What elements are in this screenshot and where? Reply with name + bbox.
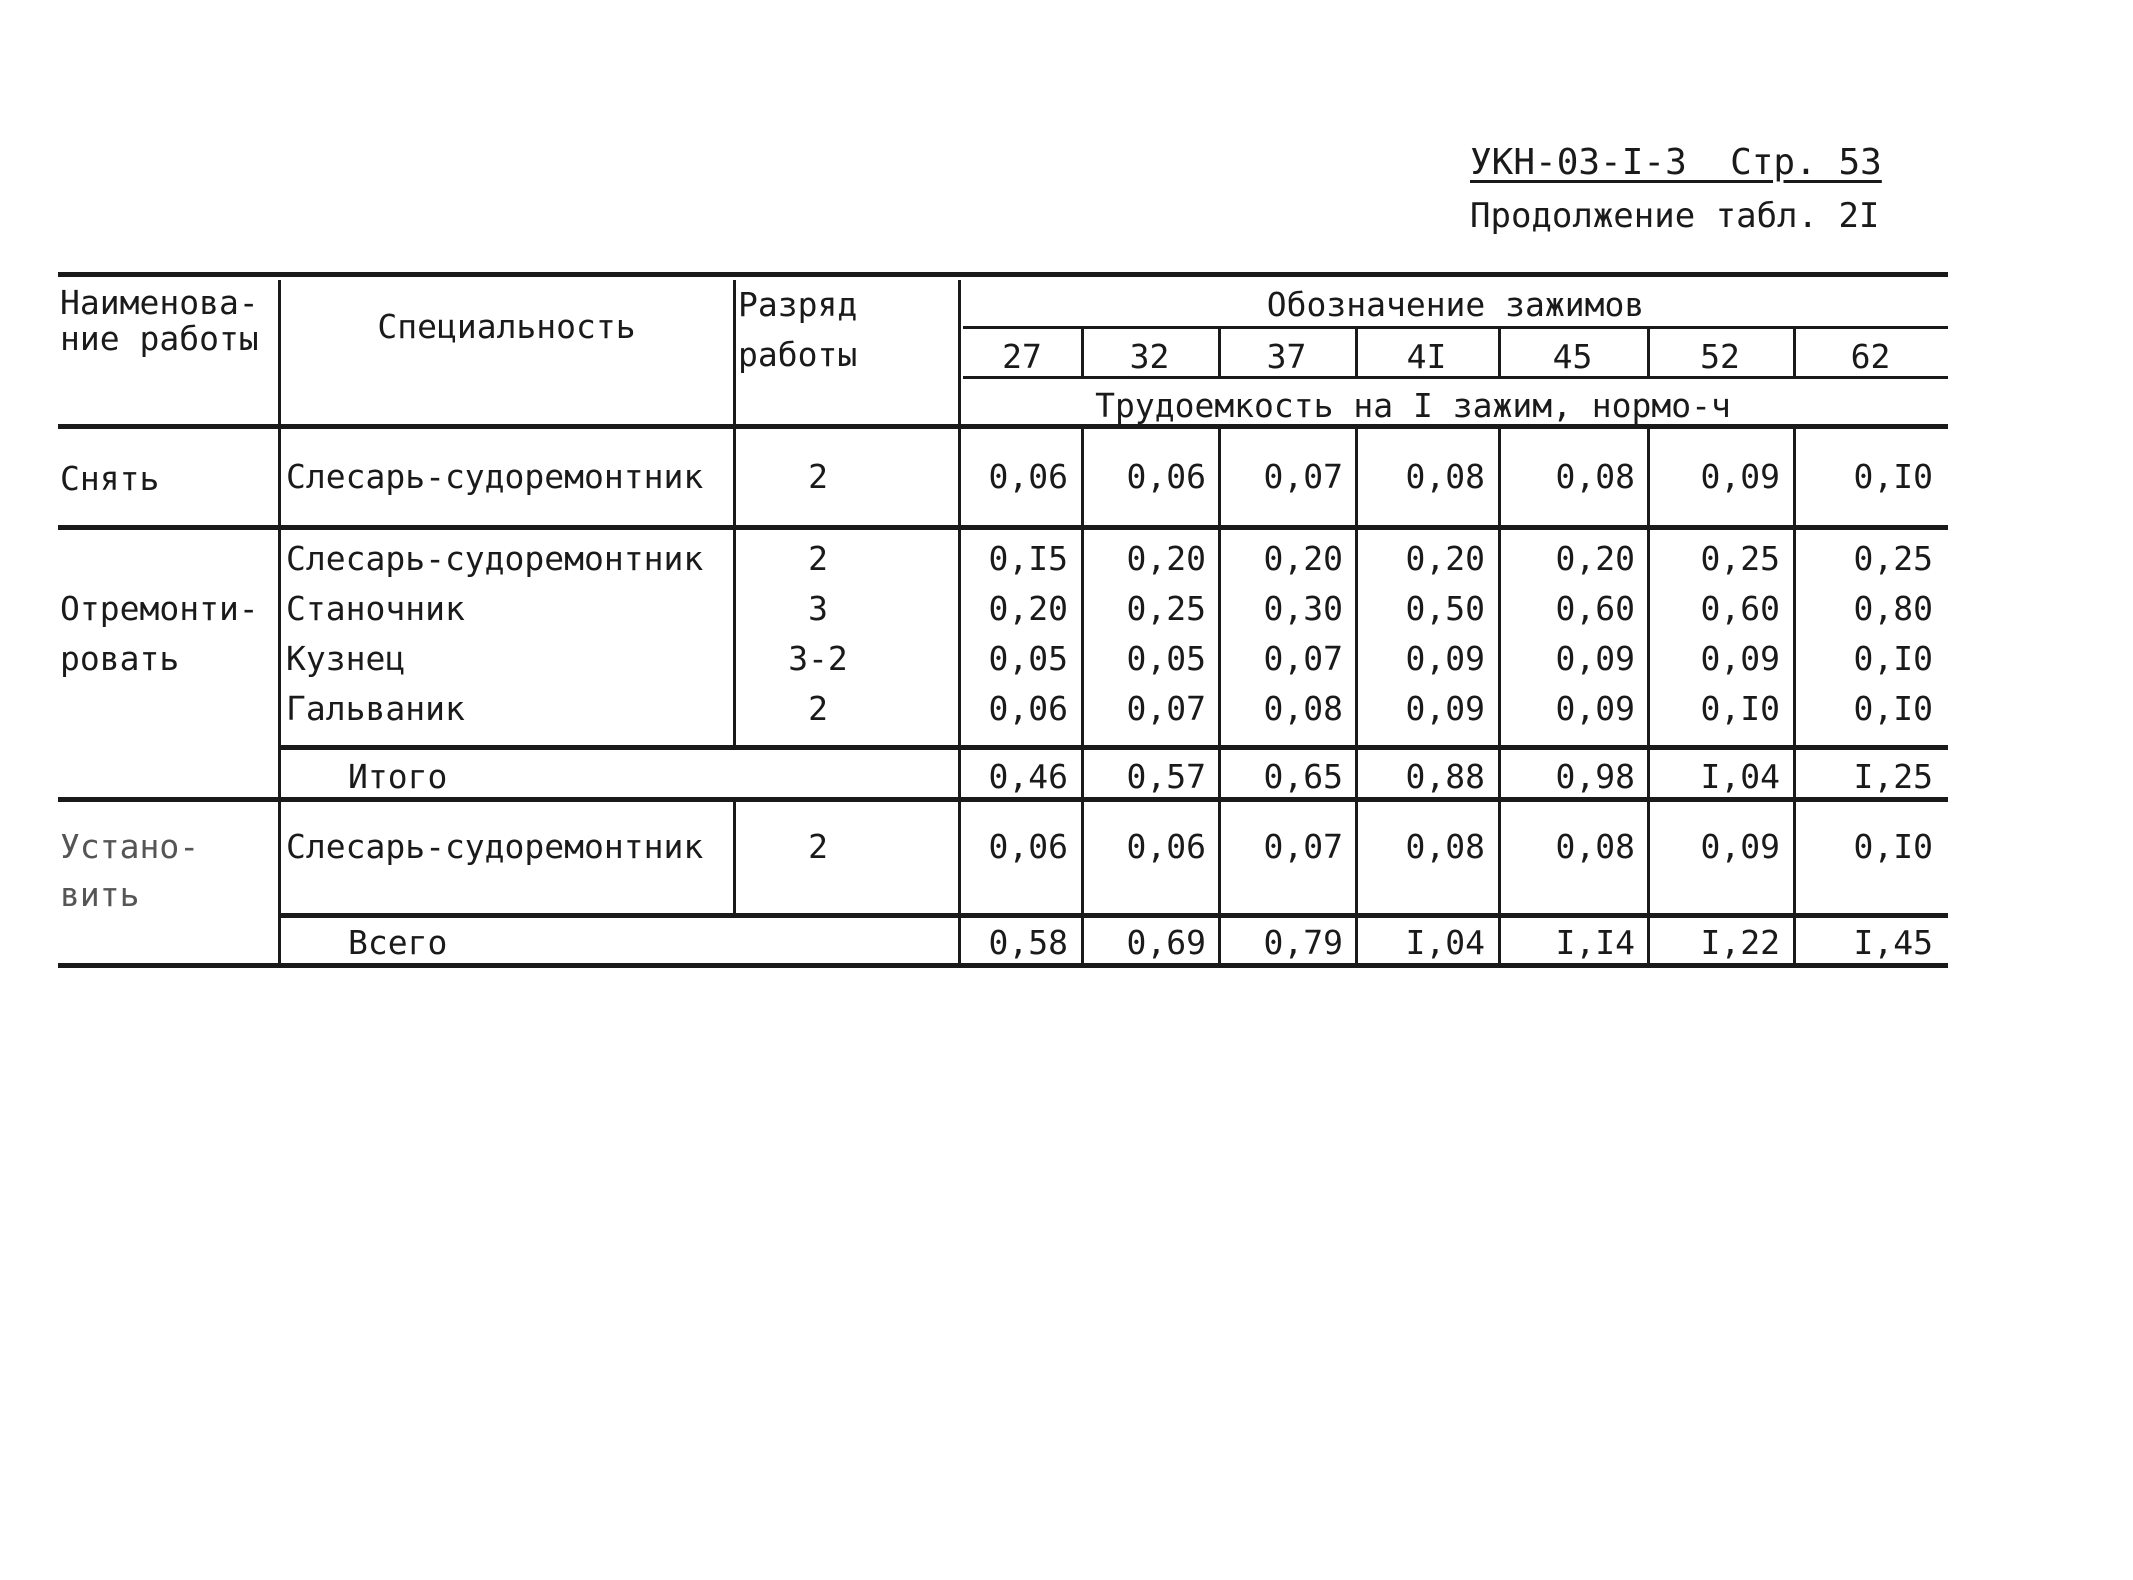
col-rule-specialty [733, 280, 736, 745]
value-cell: 0,25 [1700, 539, 1780, 578]
value-cell: 0,06 [988, 827, 1068, 866]
rule-bottom [58, 963, 1948, 968]
value-cell: 0,I0 [1853, 639, 1933, 678]
grade-cell: 2 [808, 539, 828, 578]
value-cell: 0,20 [1263, 539, 1343, 578]
subtotal-label: Итого [348, 757, 448, 796]
rule-above-total [278, 913, 1948, 918]
clamp-number-52: 52 [1700, 337, 1740, 376]
clamp-number-27: 27 [1002, 337, 1042, 376]
header-work-name-2: ние работы [60, 319, 259, 358]
value-cell: 0,80 [1853, 589, 1933, 628]
value-cell: 0,08 [1555, 827, 1635, 866]
col-rule-grade [958, 280, 961, 966]
value-cell: 0,I0 [1700, 689, 1780, 728]
total-value: I,04 [1405, 923, 1485, 962]
value-cell: 0,06 [988, 689, 1068, 728]
rule-under-subtotal [58, 797, 1948, 802]
header-labor-unit: Трудоемкость на I зажим, нормо-ч [1095, 386, 1731, 425]
clamp-number-37: 37 [1266, 337, 1307, 376]
subtotal-value: 0,65 [1263, 757, 1343, 796]
value-cell: 0,20 [1405, 539, 1485, 578]
rule-under-clamp-numbers [963, 376, 1948, 379]
value-cell: 0,I0 [1853, 457, 1933, 496]
total-value: 0,69 [1126, 923, 1206, 962]
value-cell: 0,60 [1700, 589, 1780, 628]
specialty-cell: Гальваник [286, 689, 465, 728]
header-grade-2: работы [738, 335, 858, 374]
total-value: I,22 [1700, 923, 1780, 962]
clamp-number-62: 62 [1850, 337, 1891, 376]
specialty-cell: Станочник [286, 589, 465, 628]
total-value: I,I4 [1555, 923, 1635, 962]
value-cell: 0,07 [1126, 689, 1206, 728]
specialty-cell: Слесарь-судоремонтник [286, 539, 704, 578]
value-cell: 0,06 [988, 457, 1068, 496]
grade-cell: 3-2 [788, 639, 848, 678]
rule-under-remove [58, 525, 1948, 530]
value-cell: 0,07 [1263, 457, 1343, 496]
total-label: Всего [348, 923, 448, 962]
rule-above-subtotal [278, 745, 1948, 750]
header-grade-1: Разряд [738, 285, 858, 324]
value-cell: 0,06 [1126, 827, 1206, 866]
value-cell: 0,05 [988, 639, 1068, 678]
work-install-1: Устано- [60, 827, 200, 866]
value-cell: 0,08 [1405, 827, 1485, 866]
value-cell: 0,20 [1555, 539, 1635, 578]
value-cell: 0,I0 [1853, 689, 1933, 728]
page-header [1470, 140, 1890, 238]
total-value: I,45 [1853, 923, 1933, 962]
table-continuation: Продолжение табл. 2I [1470, 196, 1880, 236]
specialty-cell: Кузнец [286, 639, 406, 678]
value-cell: 0,25 [1126, 589, 1206, 628]
work-repair-2: ровать [60, 639, 180, 678]
value-cell: 0,08 [1555, 457, 1635, 496]
value-cell: 0,07 [1263, 639, 1343, 678]
document-code: УКН-03-I-3 Стр. 53 [1470, 142, 1882, 183]
grade-cell: 2 [808, 827, 828, 866]
value-cell: 0,60 [1555, 589, 1635, 628]
value-cell: 0,09 [1700, 827, 1780, 866]
value-cell: 0,09 [1700, 457, 1780, 496]
subtotal-value: I,04 [1700, 757, 1780, 796]
value-cell: 0,09 [1555, 689, 1635, 728]
work-install-2: вить [60, 875, 140, 914]
col-rule-specialty-lower [733, 797, 736, 915]
subtotal-value: 0,98 [1555, 757, 1635, 796]
value-cell: 0,08 [1263, 689, 1343, 728]
value-cell: 0,20 [1126, 539, 1206, 578]
specialty-cell: Слесарь-судоремонтник [286, 457, 704, 496]
rule-under-clamps-group [963, 326, 1948, 329]
value-cell: 0,05 [1126, 639, 1206, 678]
value-cell: 0,09 [1700, 639, 1780, 678]
value-cell: 0,50 [1405, 589, 1485, 628]
work-repair-1: Отремонти- [60, 589, 259, 628]
subtotal-value: 0,57 [1126, 757, 1206, 796]
grade-cell: 2 [808, 457, 828, 496]
value-cell: 0,09 [1405, 689, 1485, 728]
subtotal-value: 0,46 [988, 757, 1068, 796]
value-cell: 0,I5 [988, 539, 1068, 578]
work-remove: Снять [60, 459, 160, 498]
header-specialty: Специальность [377, 307, 636, 346]
value-cell: 0,09 [1555, 639, 1635, 678]
value-cell: 0,06 [1126, 457, 1206, 496]
subtotal-value: 0,88 [1405, 757, 1485, 796]
total-value: 0,58 [988, 923, 1068, 962]
clamp-number-41: 4I [1406, 337, 1447, 376]
specialty-cell: Слесарь-судоремонтник [286, 827, 704, 866]
subtotal-value: I,25 [1853, 757, 1933, 796]
grade-cell: 2 [808, 689, 828, 728]
header-work-name-1: Наименова- [60, 283, 259, 322]
col-rule-work [278, 280, 281, 966]
value-cell: 0,08 [1405, 457, 1485, 496]
value-cell: 0,07 [1263, 827, 1343, 866]
value-cell: 0,25 [1853, 539, 1933, 578]
clamp-number-32: 32 [1129, 337, 1170, 376]
value-cell: 0,09 [1405, 639, 1485, 678]
rule-top [58, 272, 1948, 277]
grade-cell: 3 [808, 589, 828, 628]
total-value: 0,79 [1263, 923, 1343, 962]
labor-table [58, 272, 1948, 972]
value-cell: 0,30 [1263, 589, 1343, 628]
header-clamps-group: Обозначение зажимов [1266, 285, 1645, 324]
value-cell: 0,I0 [1853, 827, 1933, 866]
value-cell: 0,20 [988, 589, 1068, 628]
clamp-number-45: 45 [1552, 337, 1593, 376]
